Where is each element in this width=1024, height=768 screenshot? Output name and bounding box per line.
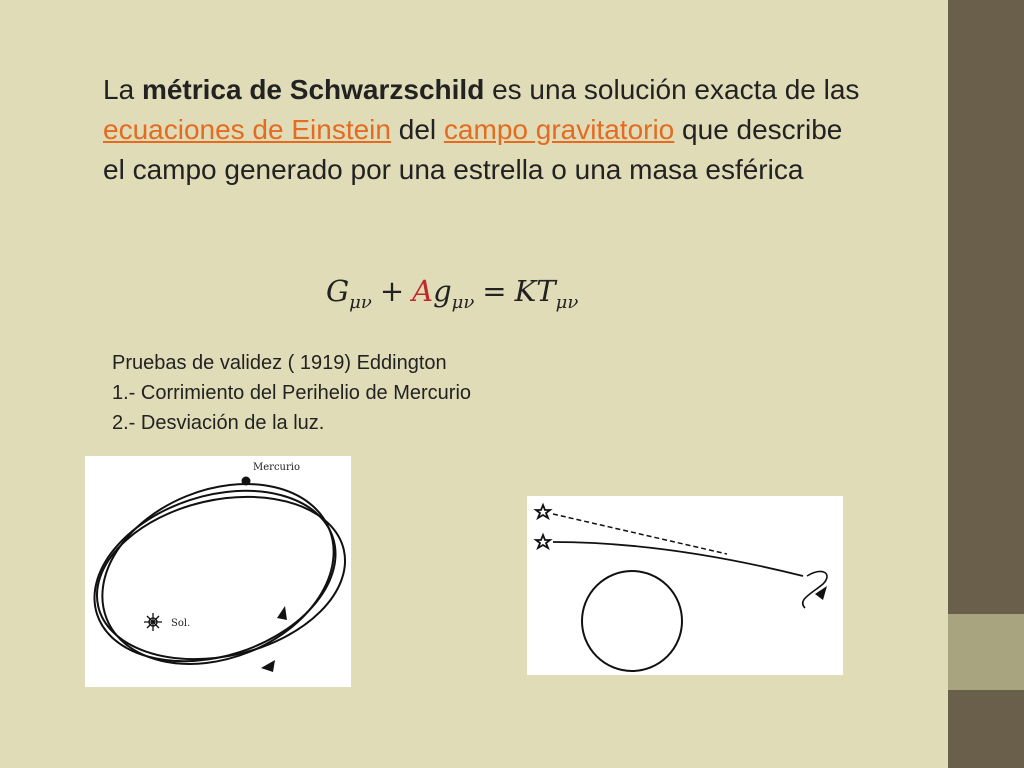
eq-g: g <box>433 274 452 308</box>
orbit-line <box>85 462 351 687</box>
sidebar-accent-block <box>948 614 1024 690</box>
field-equation <box>326 274 578 313</box>
real-star-icon <box>536 535 550 548</box>
actual-light-path <box>553 542 803 576</box>
orbit-diagram <box>85 456 351 687</box>
eq-G: G <box>326 274 350 308</box>
light-deflection-figure <box>527 496 843 675</box>
apparent-light-path <box>553 514 727 554</box>
orbit-line <box>85 456 351 687</box>
eq-subscript: μν <box>451 291 475 313</box>
eq-subscript: μν <box>555 291 579 313</box>
mercury-orbit-figure <box>85 456 351 687</box>
eq-plus: + <box>379 274 405 308</box>
eq-equals: = <box>482 274 507 308</box>
intro-paragraph <box>103 70 863 190</box>
deflection-diagram <box>527 496 843 675</box>
test-item: 1.- Corrimiento del Perihelio de Mercurio <box>112 382 472 404</box>
eq-A: A <box>412 274 434 308</box>
mercury-dot <box>242 477 251 486</box>
eq-KT: KT <box>514 274 556 308</box>
validity-tests <box>112 348 471 438</box>
intro-lead: La <box>103 74 142 105</box>
test-item: 2.- Desviación de la luz. <box>112 412 325 434</box>
sun-disk <box>582 571 682 671</box>
apparent-star-icon <box>536 505 550 518</box>
orbit-arrow-icon <box>277 606 287 620</box>
intro-text: es una solución exacta de las <box>484 74 860 105</box>
tests-heading: Pruebas de validez ( 1919) Eddington <box>112 352 447 374</box>
einstein-equations-link[interactable]: ecuaciones de Einstein <box>103 114 391 145</box>
sun-icon <box>144 613 162 631</box>
intro-text: del <box>390 114 444 145</box>
intro-text: que describe el campo generado por una estrella o una masa esférica <box>103 114 843 185</box>
orbit-arrow-icon <box>261 660 275 672</box>
schwarzschild-term: métrica de Schwarzschild <box>141 74 485 105</box>
eq-subscript: μν <box>349 291 372 313</box>
gravitational-field-link[interactable]: campo gravitatorio <box>443 114 675 145</box>
mercury-label: Mercurio <box>253 462 300 473</box>
sun-label: Sol. <box>171 618 191 629</box>
